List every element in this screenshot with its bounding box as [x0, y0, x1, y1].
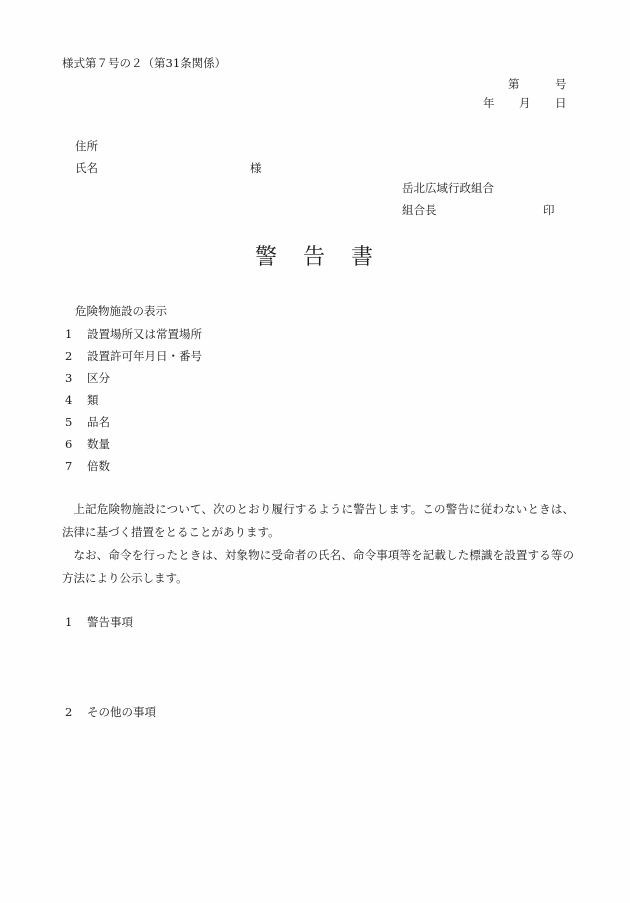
section-number: 1 — [65, 615, 73, 629]
recipient-address-label: 住所 — [75, 139, 98, 153]
item-number: 6 — [65, 437, 73, 451]
item-label: 区分 — [87, 371, 110, 385]
recipient-honorific: 様 — [250, 161, 262, 175]
item-label: 倍数 — [87, 459, 110, 473]
date-month: 月 — [519, 96, 531, 110]
section-warning-items-label: 警告事項 — [87, 615, 133, 629]
item-label: 数量 — [87, 437, 110, 451]
issuer-title: 組合長 — [402, 203, 437, 217]
item-label: 設置場所又は常置場所 — [87, 327, 202, 341]
list-item — [65, 349, 72, 363]
date-year: 年 — [483, 96, 495, 110]
list-item — [65, 459, 72, 473]
doc-number-suffix: 号 — [555, 77, 567, 91]
issuer-seal: 印 — [543, 203, 555, 217]
item-number: 3 — [65, 371, 73, 385]
item-number: 5 — [65, 415, 73, 429]
body-text — [62, 498, 574, 590]
item-number: 4 — [65, 393, 73, 407]
body-paragraph-notice: なお、命令を行ったときは、対象物に受命者の氏名、命令事項等を記載した標識を設置する等の方法により公示します。 — [62, 548, 574, 585]
title-char: 書 — [351, 245, 376, 270]
title-char: 告 — [302, 245, 327, 270]
list-item — [65, 437, 72, 451]
item-number: 2 — [65, 349, 73, 363]
item-label: 類 — [87, 393, 99, 407]
issuer-organization: 岳北広域行政組合 — [402, 181, 494, 195]
item-number: 1 — [65, 327, 73, 341]
list-item — [65, 371, 72, 385]
warning-items-blank-area — [62, 635, 574, 700]
facility-section-heading: 危険物施設の表示 — [75, 304, 167, 318]
document-title — [0, 245, 630, 271]
item-label: 設置許可年月日・番号 — [87, 349, 202, 363]
date-day: 日 — [555, 96, 567, 110]
item-number: 7 — [65, 459, 73, 473]
title-char: 警 — [254, 245, 279, 270]
item-label: 品名 — [87, 415, 110, 429]
list-item — [65, 393, 72, 407]
list-item — [65, 327, 72, 341]
body-paragraph-warning: 上記危険物施設について、次のとおり履行するように警告します。この警告に従わないときは、法律に基づく措置をとることがあります。 — [62, 502, 574, 539]
section-other-items-label: その他の事項 — [87, 705, 156, 719]
form-number: 様式第７号の２（第31条関係） — [62, 56, 227, 70]
list-item — [65, 415, 72, 429]
doc-number-prefix: 第 — [508, 77, 520, 91]
section-number: 2 — [65, 705, 73, 719]
recipient-name-label: 氏名 — [75, 161, 98, 175]
other-items-blank-area — [62, 725, 574, 875]
